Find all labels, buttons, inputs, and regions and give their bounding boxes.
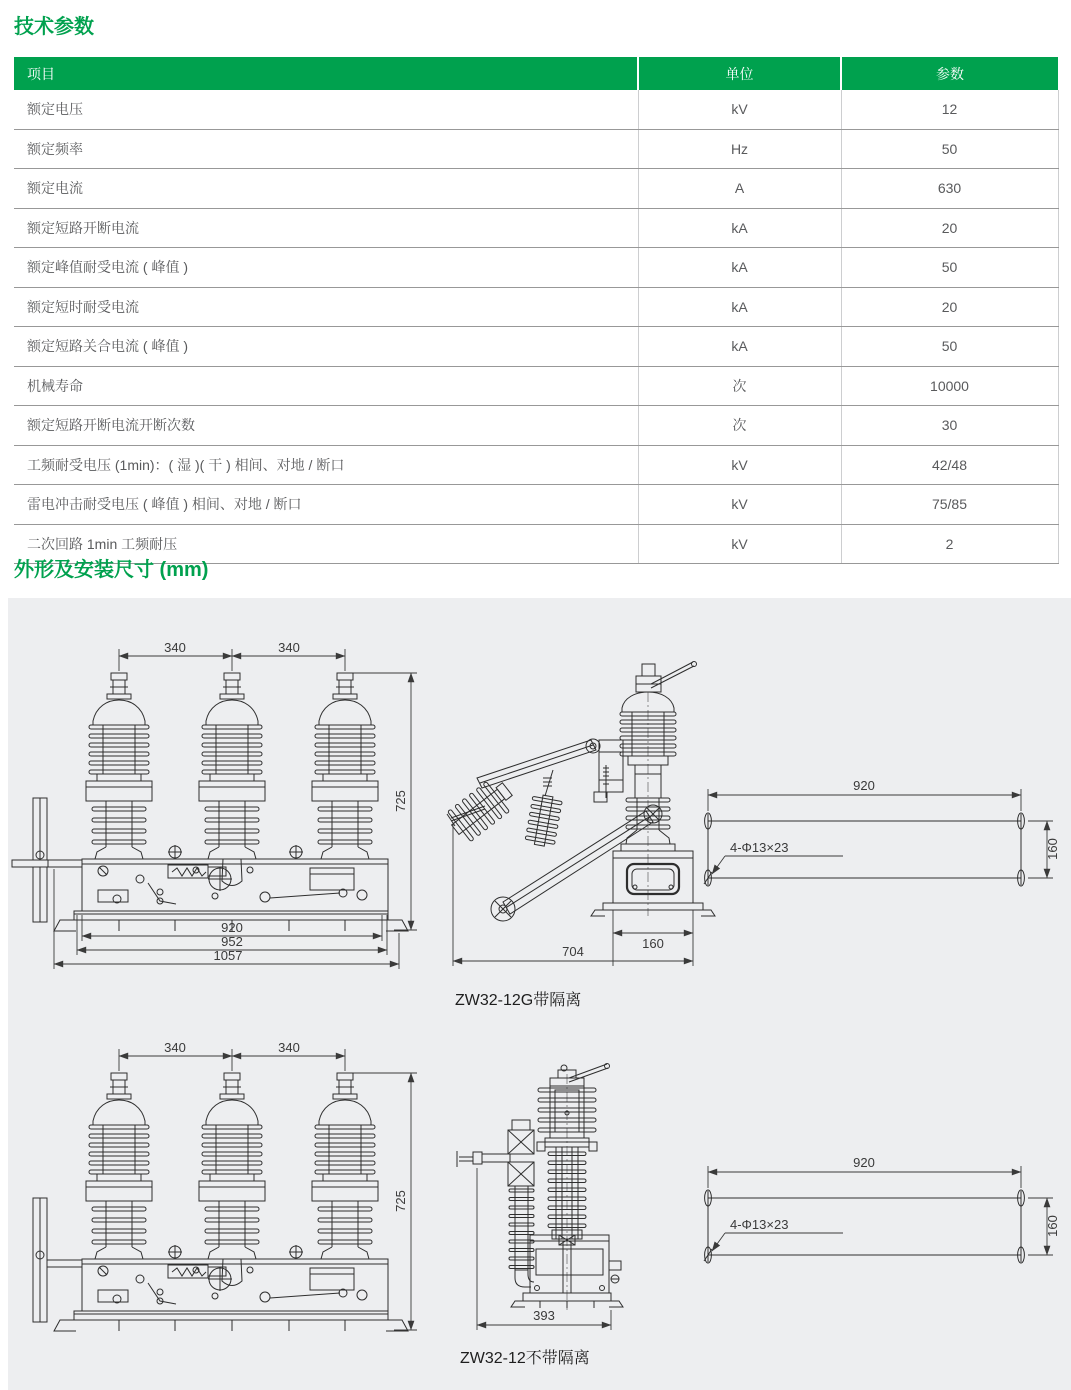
cell-item: 工频耐受电压 (1min)：( 湿 )( 干 ) 相间、对地 / 断口 [14, 445, 638, 485]
cell-item: 雷电冲击耐受电压 ( 峰值 ) 相间、对地 / 断口 [14, 485, 638, 525]
caption-zw32-12: ZW32-12不带隔离 [460, 1350, 590, 1367]
cell-unit: kA [638, 287, 841, 327]
cell-item: 机械寿命 [14, 366, 638, 406]
cell-val: 20 [841, 287, 1058, 327]
drawings-panel [8, 598, 1071, 1390]
cell-val: 50 [841, 129, 1058, 169]
cell-item: 额定短路开断电流 [14, 208, 638, 248]
cell-val: 12 [841, 90, 1058, 129]
table-row [14, 287, 1058, 327]
cell-val: 75/85 [841, 485, 1058, 525]
technical-parameters-table [14, 57, 1059, 564]
cell-unit: kA [638, 208, 841, 248]
cell-val: 30 [841, 406, 1058, 446]
section-title-outline-dimensions: 外形及安装尺寸 (mm) [14, 559, 209, 581]
section-title-technical-parameters: 技术参数 [14, 16, 94, 38]
cell-unit: A [638, 169, 841, 209]
cell-val: 20 [841, 208, 1058, 248]
table-row [14, 208, 1058, 248]
drawing-mounting-plate-bottom [698, 1155, 1068, 1275]
caption-zw32-12g: ZW32-12G带隔离 [455, 992, 582, 1009]
table-row [14, 485, 1058, 525]
cell-item: 额定电压 [14, 90, 638, 129]
column-header-unit: 单位 [638, 57, 841, 90]
cell-val: 42/48 [841, 445, 1058, 485]
cell-unit: kV [638, 445, 841, 485]
dim-overall-1057: 1057 [213, 948, 243, 963]
cell-unit: kV [638, 485, 841, 525]
cell-item: 额定短路关合电流 ( 峰值 ) [14, 327, 638, 367]
cell-unit: 次 [638, 366, 841, 406]
table-row [14, 169, 1058, 209]
table-row [14, 406, 1058, 446]
cell-val: 2 [841, 524, 1058, 564]
cell-item: 额定峰值耐受电流 ( 峰值 ) [14, 248, 638, 288]
cell-item: 额定短路开断电流开断次数 [14, 406, 638, 446]
table-body [14, 90, 1058, 564]
cell-unit: kV [638, 524, 841, 564]
table-row [14, 129, 1058, 169]
cell-unit: kV [638, 90, 841, 129]
table-row [14, 327, 1058, 367]
drawing-side-view-plain [455, 1058, 725, 1343]
table-header-row [14, 57, 1058, 90]
table-row [14, 445, 1058, 485]
cell-val: 50 [841, 327, 1058, 367]
cell-val: 50 [841, 248, 1058, 288]
drawing-front-view-bottom [10, 1043, 430, 1343]
column-header-item: 项目 [14, 57, 638, 90]
table-row [14, 90, 1058, 129]
cell-item: 额定电流 [14, 169, 638, 209]
column-header-value: 参数 [841, 57, 1058, 90]
dim-overall-952: 952 [221, 934, 243, 949]
dim-base-160: 160 [642, 936, 664, 951]
table-row [14, 248, 1058, 288]
cell-unit: 次 [638, 406, 841, 446]
drawing-mounting-plate-top [698, 778, 1068, 898]
table-row [14, 366, 1058, 406]
cell-item: 额定短时耐受电流 [14, 287, 638, 327]
drawing-front-view-top [10, 643, 430, 978]
cell-val: 630 [841, 169, 1058, 209]
cell-unit: kA [638, 327, 841, 367]
cell-item: 二次回路 1min 工频耐压 [14, 524, 638, 564]
cell-item: 额定频率 [14, 129, 638, 169]
cell-val: 10000 [841, 366, 1058, 406]
dim-overall-920: 920 [221, 920, 243, 935]
dim-depth-393: 393 [533, 1308, 555, 1323]
dim-depth-704: 704 [562, 944, 584, 959]
cell-unit: kA [638, 248, 841, 288]
cell-unit: Hz [638, 129, 841, 169]
